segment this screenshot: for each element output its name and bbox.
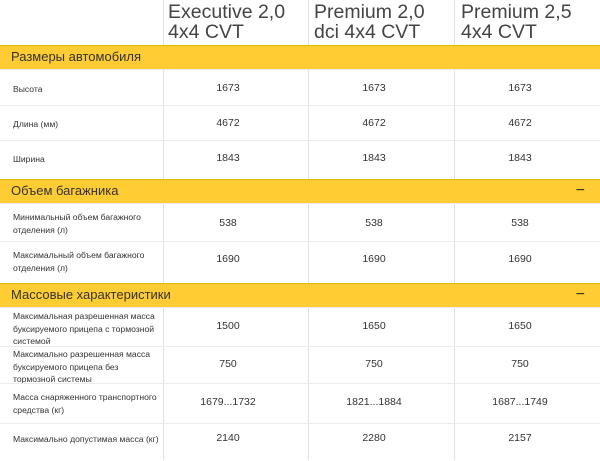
row-label: Высота [13,84,43,94]
cell-value: 4672 [362,117,386,129]
cell-value: 1650 [362,320,386,332]
section-title: Массовые характеристики [11,287,171,302]
cell-value: 2140 [216,432,240,444]
row-label: Максимальный объем багажного отделения (л) [13,250,145,273]
table-row [0,383,600,424]
collapse-icon[interactable]: − [575,286,585,303]
table-row [0,346,600,384]
table-row [0,140,600,179]
cell-value: 1687...1749 [492,396,548,408]
cell-value: 1690 [362,253,386,265]
cell-value: 750 [511,358,529,370]
cell-value: 1650 [508,320,532,332]
trim-column-header [314,2,454,48]
cell-value: 1843 [508,152,532,164]
cell-value: 1679...1732 [200,396,256,408]
cell-value: 750 [365,358,383,370]
row-label: Максимально разрешенная масса буксируемого прицепа без тормозной системы [13,349,151,384]
cell-value: 4672 [216,117,240,129]
cell-value: 538 [511,217,529,229]
cell-value: 1690 [508,253,532,265]
cell-value: 538 [219,217,237,229]
row-label: Максимальная разрешенная масса буксируемого прицепа с тормозной системой [13,311,155,346]
row-label: Масса снаряженного транспортного средства (кг) [13,392,157,415]
section-header-dimensions[interactable] [0,45,600,69]
table-row [0,105,600,141]
cell-value: 1690 [216,253,240,265]
cell-value: 538 [365,217,383,229]
table-row [0,203,600,242]
cell-value: 1843 [216,152,240,164]
cell-value: 750 [219,358,237,370]
table-row [0,307,600,347]
table-row [0,69,600,106]
trim-name: Premium 2,5 [461,1,572,23]
trim-column-header [461,2,600,48]
row-label: Минимальный объем багажного отделения (л) [13,212,141,235]
table-row [0,241,600,282]
trim-drivetrain: dci 4x4 CVT [314,21,421,43]
cell-value: 2280 [362,432,386,444]
section-title: Объем багажника [11,183,119,198]
row-label: Максимально допустимая масса (кг) [13,434,159,444]
trim-name: Premium 2,0 [314,1,425,23]
cell-value: 1673 [362,82,386,94]
section-header-mass[interactable] [0,283,600,307]
trim-name: Executive 2,0 [168,1,286,23]
trim-header [0,0,600,46]
cell-value: 1673 [508,82,532,94]
cell-value: 1843 [362,152,386,164]
row-label: Ширина [13,154,45,164]
cell-value: 1821...1884 [346,396,402,408]
table-row [0,423,600,461]
collapse-icon[interactable]: − [575,182,585,199]
cell-value: 1500 [216,320,240,332]
trim-column-header [168,2,308,48]
section-header-trunk-volume[interactable] [0,179,600,203]
cell-value: 1673 [216,82,240,94]
trim-drivetrain: 4x4 CVT [461,21,537,43]
cell-value: 2157 [508,432,532,444]
cell-value: 4672 [508,117,532,129]
row-label: Длина (мм) [13,119,59,129]
section-title: Размеры автомобиля [11,49,142,64]
trim-drivetrain: 4x4 CVT [168,21,244,43]
